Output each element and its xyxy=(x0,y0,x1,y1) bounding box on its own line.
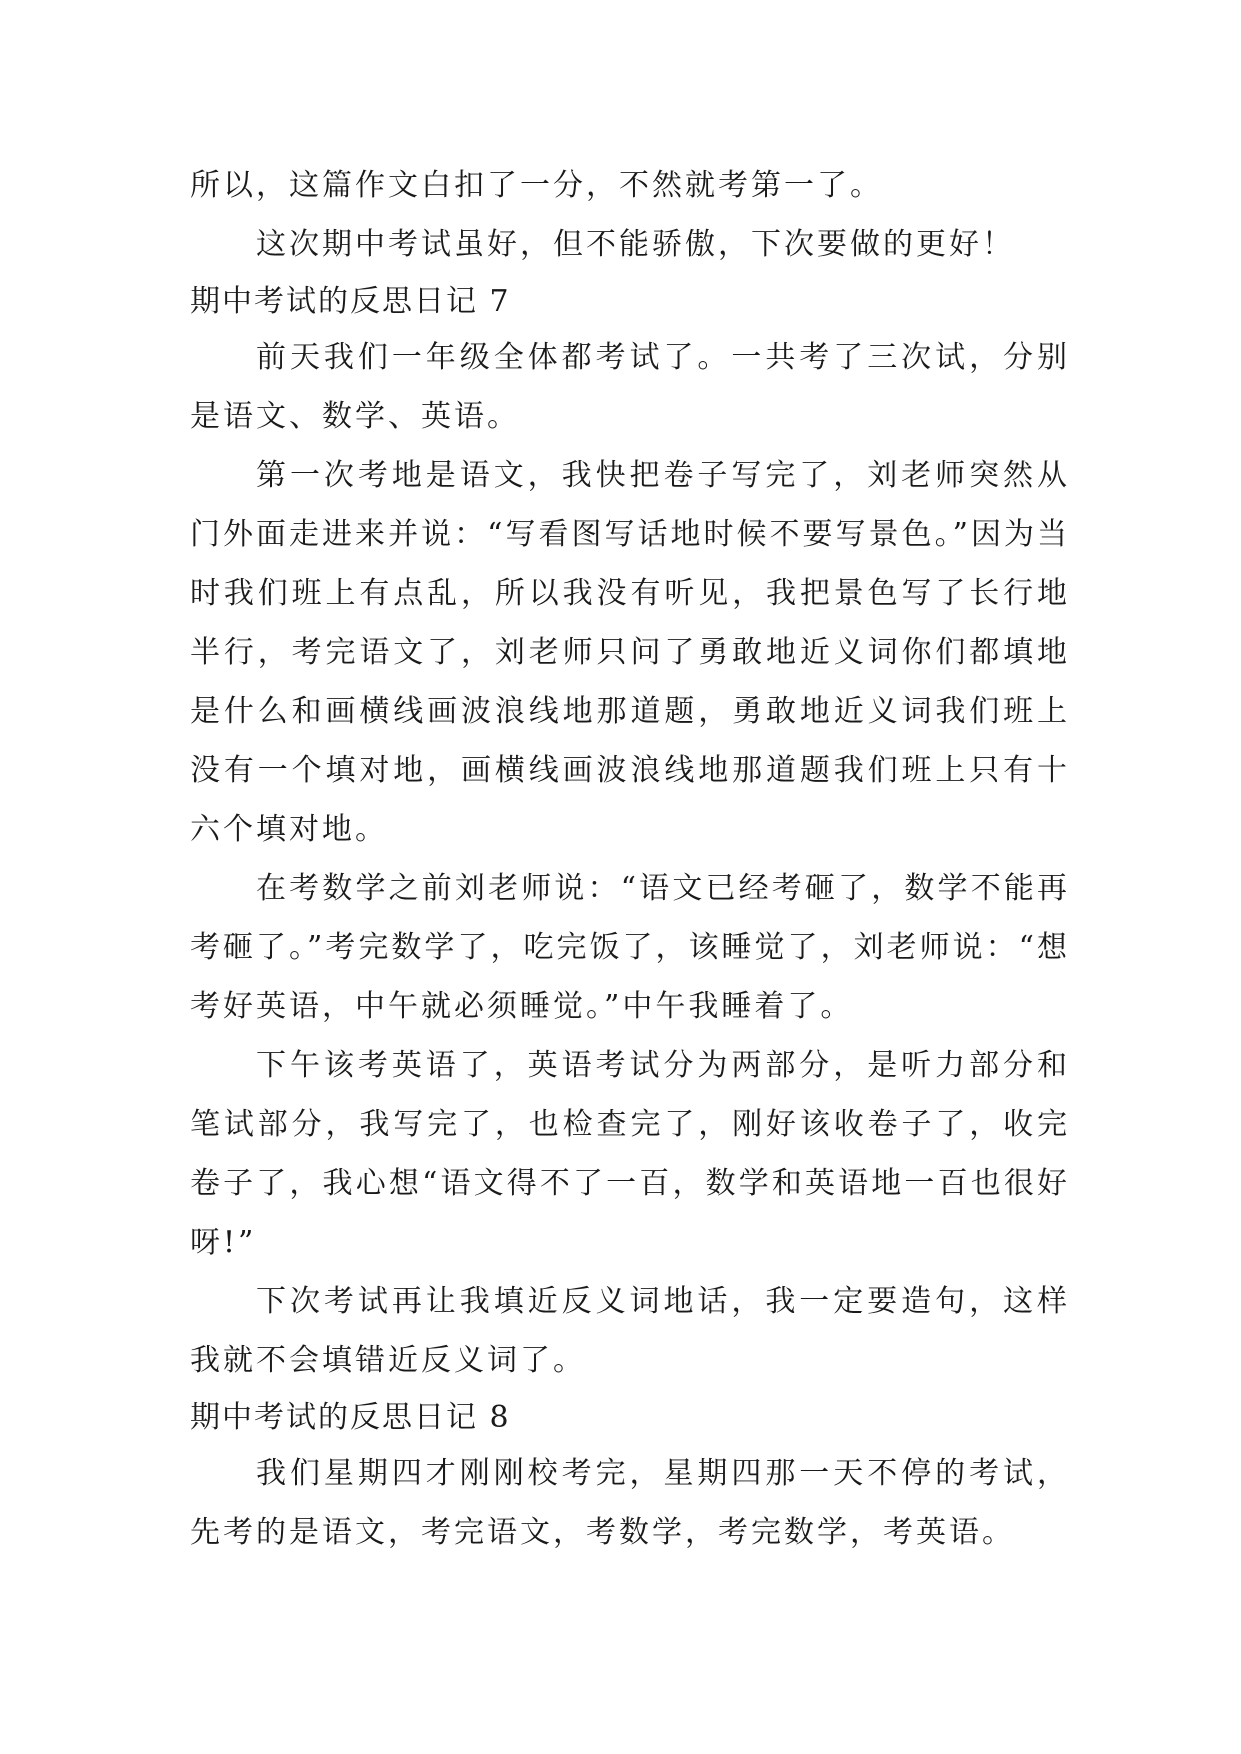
paragraph: 这次期中考试虽好，但不能骄傲，下次要做的更好！ xyxy=(256,227,1015,262)
paragraph: 下次考试再让我填近反义词地话，我一定要造句，这样我就不会填错近反义词了。 xyxy=(190,1284,1070,1378)
paragraph: 在考数学之前刘老师说：“语文已经考砸了，数学不能再考砸了。”考完数学了，吃完饭了，该睡觉了，刘老师说：“想考好英语，中午就必须睡觉。”中午我睡着了。 xyxy=(190,871,1070,1024)
document-page xyxy=(190,156,1070,1562)
paragraph: 前天我们一年级全体都考试了。一共考了三次试，分别是语文、数学、英语。 xyxy=(190,340,1070,434)
paragraph: 所以，这篇作文白扣了一分，不然就考第一了。 xyxy=(190,168,883,203)
paragraph: 第一次考地是语文，我快把卷子写完了，刘老师突然从门外面走进来并说：“写看图写话地时候不要写景色。”因为当时我们班上有点乱，所以我没有听见，我把景色写了长行地半行，考完语文了，刘老师只问了勇敢地近义词你们都填地是什么和画横线画波浪线地那道题，勇敢地近义词我们班上没有一个填对地，画横线画波浪线地那道题我们班上只有十六个填对地。 xyxy=(190,458,1070,847)
paragraph: 我们星期四才刚刚校考完，星期四那一天不停的考试，先考的是语文，考完语文，考数学，考完数学，考英语。 xyxy=(190,1456,1070,1550)
section-heading: 期中考试的反思日记 8 xyxy=(190,1400,511,1435)
paragraph: 下午该考英语了，英语考试分为两部分，是听力部分和笔试部分，我写完了，也检查完了，刚好该收卷子了，收完卷子了，我心想“语文得不了一百，数学和英语地一百也很好呀!” xyxy=(190,1048,1070,1260)
section-heading: 期中考试的反思日记 7 xyxy=(190,284,511,319)
